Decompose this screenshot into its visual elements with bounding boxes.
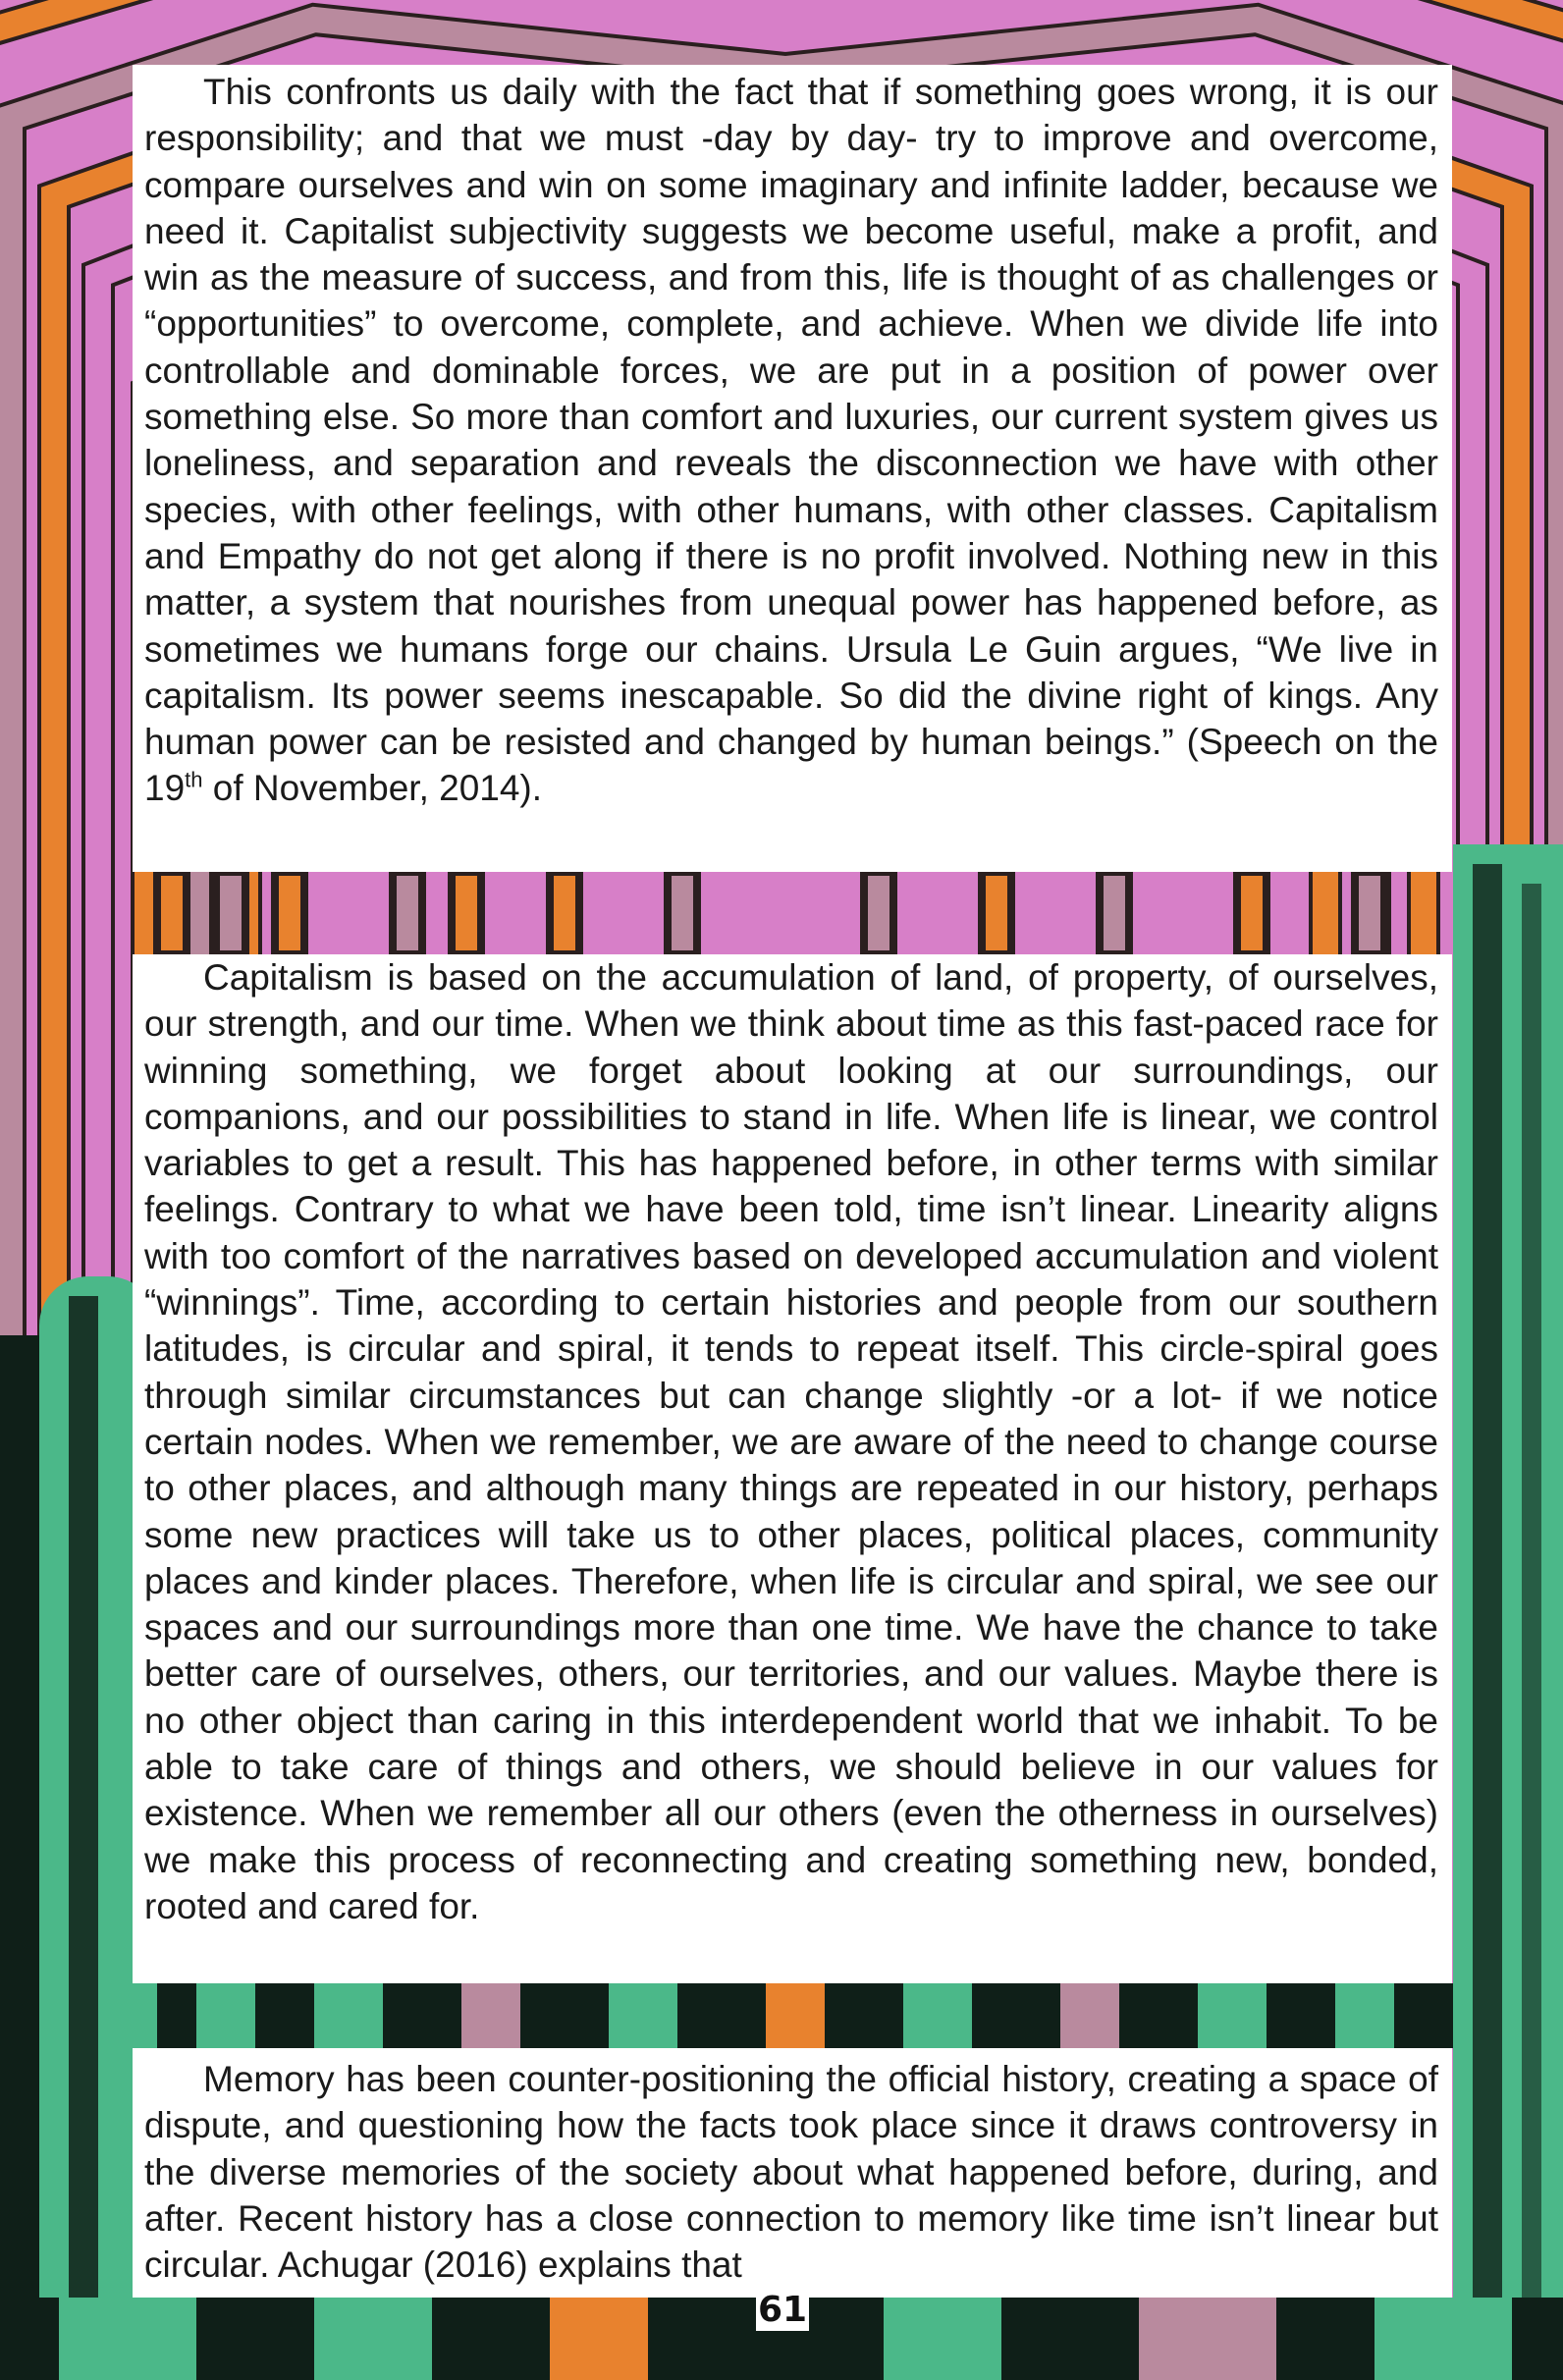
ordinal-superscript: th xyxy=(185,768,203,793)
paragraph-2: Capitalism is based on the accumulation of land, of property, of ourselves, our strength, and our time. When we think about time as this fast-paced race for winning something, we forget about looking at our surroundings, our companions, and our possibilities to stand in life. When life is linear, we control variables to get a result. This has happened before, in other terms with similar feelings. Contrary to what we have been told, time isn’t linear. Linearity aligns with too comfort of the narratives based on developed accumulation and violent “winnings”. Time, according to certain histories and people from our southern latitudes, is circular and spiral, it tends to repeat itself. This circle-spiral goes through similar circumstances but can change slightly -or a lot- if we notice certain nodes. When we remember, we are aware of the need to change course to other places, and although many things are repeated in our history, perhaps some new practices will take us to other places, political places, community places and kinder places. Therefore, when life is circular and spiral, we see our spaces and our surroundings more than one time. We have the chance to take better care of ourselves, others, our territories, and our values. Maybe there is no other object than caring in this interdependent world that we inhabit. To be able to take care of things and others, we should believe in our values for existence. When we remember all our others (even the otherness in ourselves) we make this process of reconnecting and creating something new, bonded, rooted and cared for. xyxy=(144,957,1438,1926)
paragraph-3: Memory has been counter-positioning the official history, creating a space of dispute, and questioning how the facts took place since it draws controversy in the diverse memories of the society about what happened before, during, and after. Recent history has a close connection to memory like time isn’t linear but circular. Achugar (2016) explains that xyxy=(144,2059,1438,2286)
page-number: 61 xyxy=(757,2290,808,2330)
paragraph-1 xyxy=(144,69,1438,812)
paragraph-1-end: of November, 2014). xyxy=(202,768,543,809)
text-box-3 xyxy=(133,2048,1452,2298)
paragraph-1-text: This confronts us daily with the fact that if something goes wrong, it is our responsibility; and that we must -day by day- try to improve and overcome, compare ourselves and win on some imaginary and infinite ladder, because we need it. Capitalist subjectivity suggests we become useful, make a profit, and win as the measure of success, and from this, life is thought of as challenges or “opportunities” to overcome, complete, and achieve. When we divide life into controllable and dominable forces, we are put in a position of power over something else. So more than comfort and luxuries, our current system gives us loneliness, and separation and reveals the disconnection we have with other species, with other feelings, with other humans, with other classes. Capitalism and Empathy do not get along if there is no profit involved. Nothing new in this matter, a system that nourishes from unequal power has happened before, as sometimes we humans forge our chains. Ursula Le Guin argues, “We live in capitalism. Its power seems inescapable. So did the divine right of kings. Any human power can be resisted and changed by human beings.” (Speech on the 19 xyxy=(144,72,1438,809)
text-box-2 xyxy=(133,954,1452,1983)
text-box-1 xyxy=(133,65,1452,872)
